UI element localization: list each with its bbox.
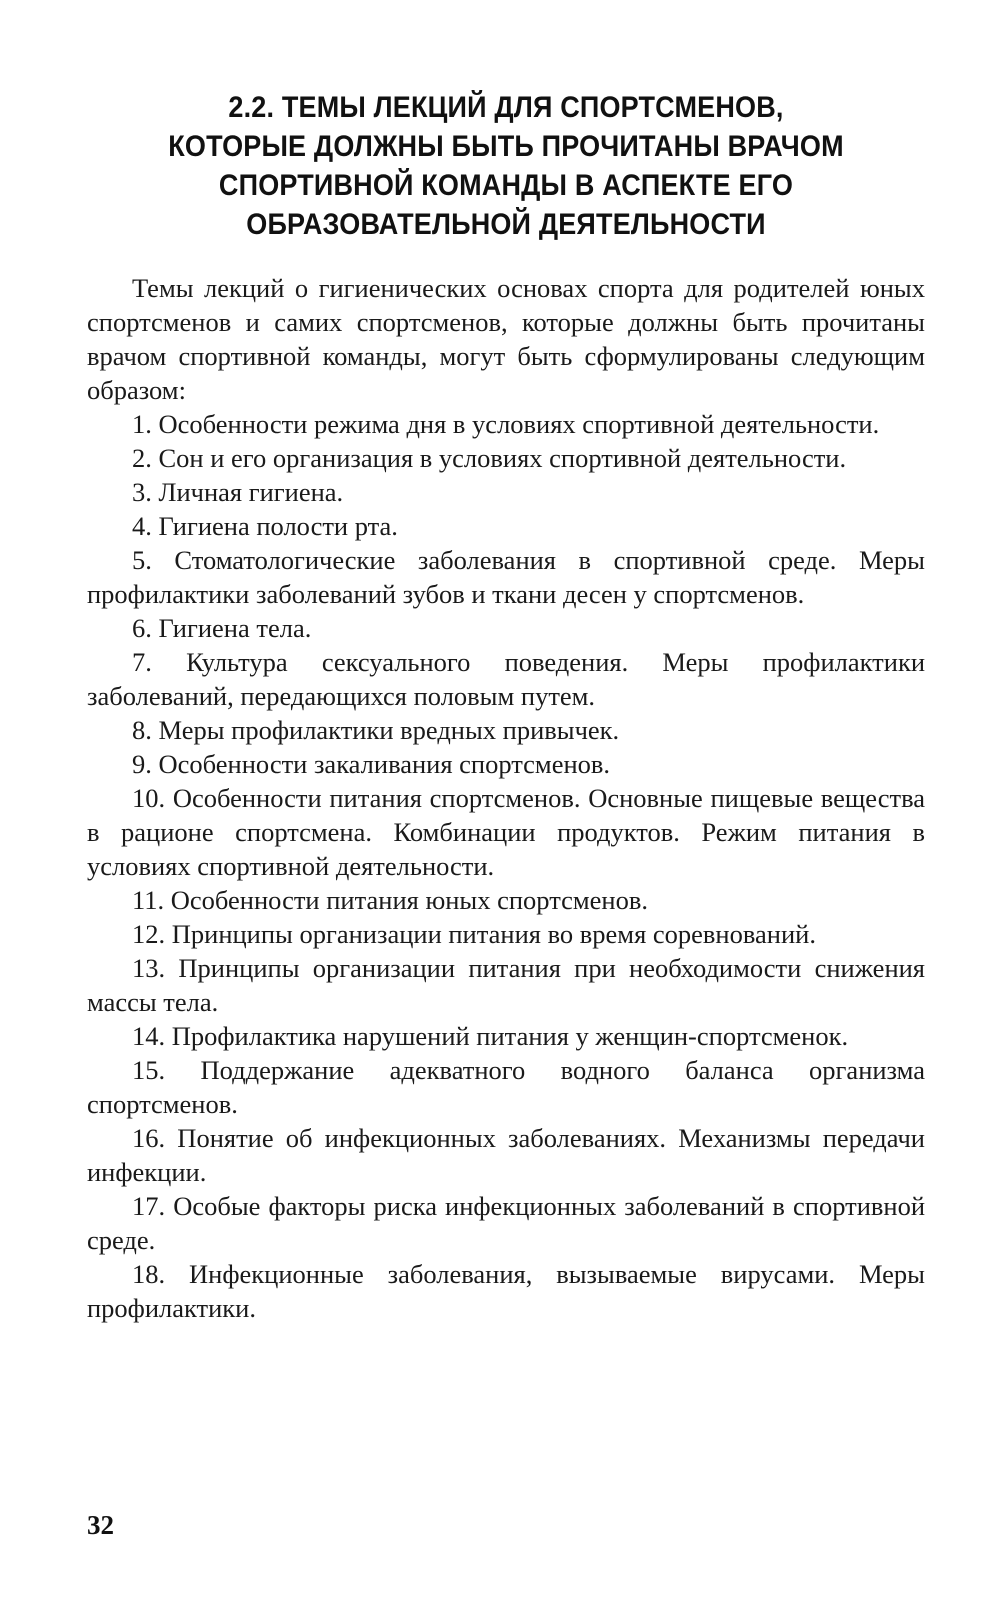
list-item: 11. Особенности питания юных спортсменов. [132,885,648,915]
list-item: 13. Принципы организации питания при необходимости снижения массы тела. [87,953,925,1017]
list-item: 10. Особенности питания спортсменов. Основные пищевые вещества в рационе спортсмена. Комбинации продуктов. Режим питания в условиях спортивной деятельности. [87,783,925,881]
heading-line: СПОРТИВНОЙ КОМАНДЫ В АСПЕКТЕ ЕГО [218,169,794,202]
body-text [87,271,925,1325]
list-item: 3. Личная гигиена. [132,477,344,507]
list-item: 2. Сон и его организация в условиях спортивной деятельности. [132,443,847,473]
page-content [87,88,925,1325]
heading-line: КОТОРЫЕ ДОЛЖНЫ БЫТЬ ПРОЧИТАНЫ ВРАЧОМ [168,130,844,163]
list-item: 15. Поддержание адекватного водного баланса организма спортсменов. [87,1055,925,1119]
list-item: 14. Профилактика нарушений питания у женщин-спортсменок. [132,1021,849,1051]
list-item: 1. Особенности режима дня в условиях спортивной деятельности. [132,409,880,439]
list-item: 18. Инфекционные заболевания, вызываемые вирусами. Меры профилактики. [87,1259,925,1323]
intro-paragraph: Темы лекций о гигиенических основах спорта для родителей юных спортсменов и самих спортсменов, которые должны быть прочитаны врачом спортивной команды, могут быть сформулированы следующим образом: [87,273,925,405]
heading-line: ОБРАЗОВАТЕЛЬНОЙ ДЕЯТЕЛЬНОСТИ [246,208,766,241]
list-item: 12. Принципы организации питания во время соревнований. [132,919,816,949]
section-heading [129,88,883,244]
list-item: 8. Меры профилактики вредных привычек. [132,715,620,745]
list-item: 9. Особенности закаливания спортсменов. [132,749,611,779]
page-number: 32 [87,1510,114,1540]
list-item: 7. Культура сексуального поведения. Меры профилактики заболеваний, передающихся половым путем. [87,647,925,711]
list-item: 4. Гигиена полости рта. [132,511,398,541]
list-item: 16. Понятие об инфекционных заболеваниях. Механизмы передачи инфекции. [87,1123,925,1187]
heading-line: 2.2. ТЕМЫ ЛЕКЦИЙ ДЛЯ СПОРТСМЕНОВ, [228,91,784,124]
list-item: 17. Особые факторы риска инфекционных заболеваний в спортивной среде. [87,1191,925,1255]
list-item: 6. Гигиена тела. [132,613,312,643]
list-item: 5. Стоматологические заболевания в спортивной среде. Меры профилактики заболеваний зубов и ткани десен у спортсменов. [87,545,925,609]
